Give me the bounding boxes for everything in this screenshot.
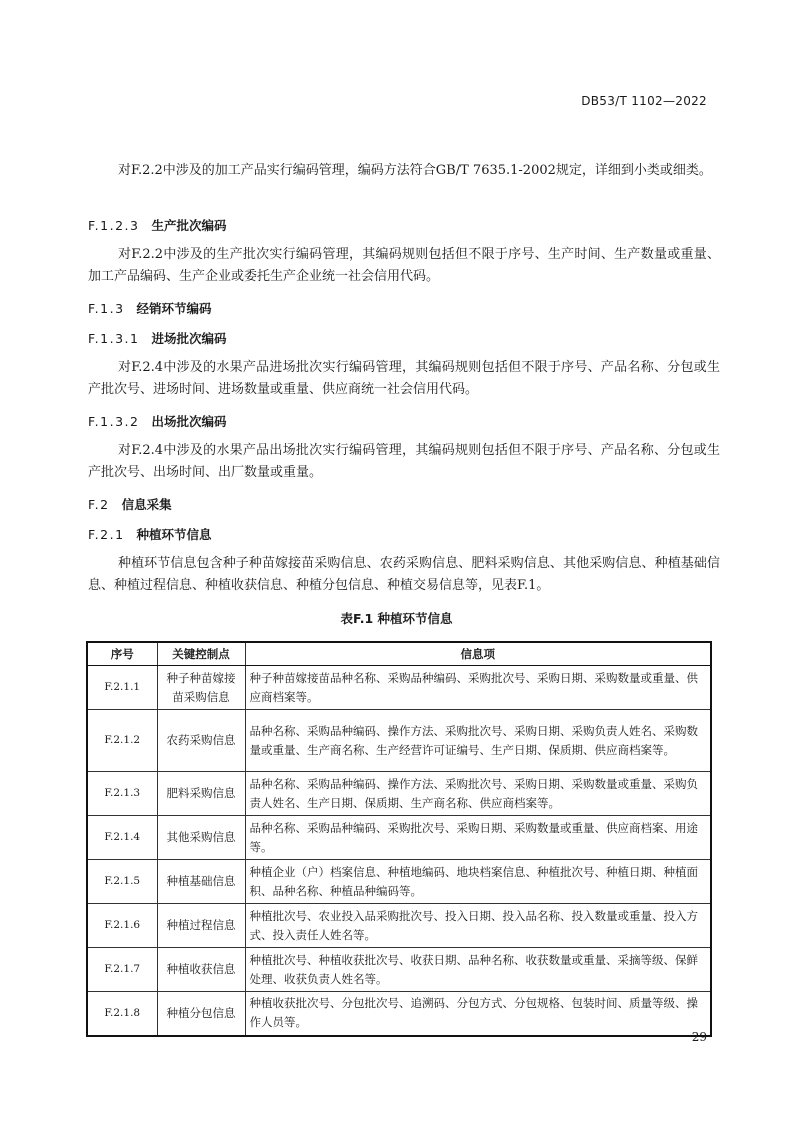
- cell-info-items: 种子种苗嫁接苗品种名称、采购品种编码、采购批次号、采购日期、采购数量或重量、供应商档案等。: [245, 666, 711, 710]
- doc-code: DB53/T 1102—2022: [581, 94, 707, 108]
- paragraph-product-coding: 对F.2.2中涉及的加工产品实行编码管理，编码方法符合GB/T 7635.1-2002规定，详细到小类或细类。: [118, 163, 712, 178]
- heading-title: 进场批次编码: [151, 331, 227, 346]
- heading-number: F.2.1: [88, 527, 125, 542]
- cell-info-items: 品种名称、采购品种编码、操作方法、采购批次号、采购日期、采购数量或重量、采购负责人姓名、生产日期、保质期、生产商名称、供应商档案等。: [245, 772, 711, 816]
- table-row: [87, 948, 711, 992]
- cell-info-items: 品种名称、采购品种编码、采购批次号、采购日期、采购数量或重量、供应商档案、用途等。: [245, 816, 711, 860]
- heading-title: 信息采集: [121, 497, 172, 512]
- heading-number: F.1.2.3: [88, 218, 140, 233]
- cell-info-items: 品种名称、采购品种编码、操作方法、采购批次号、采购日期、采购负责人姓名、采购数量或重量、生产商名称、生产经营许可证编号、生产日期、保质期、供应商档案等。: [245, 710, 711, 772]
- paragraph-outbound-coding: 对F.2.4中涉及的水果产品出场批次实行编码管理，其编码规则包括但不限于序号、产品名称、分包或生产批次号、出场时间、出厂数量或重量。: [88, 443, 720, 480]
- heading-f13: [88, 301, 212, 317]
- table-row: [87, 772, 711, 816]
- cell-no: F.2.1.2: [87, 710, 157, 772]
- heading-title: 种植环节信息: [136, 527, 212, 542]
- cell-control-point: 种植过程信息: [157, 904, 245, 948]
- cell-no: F.2.1.5: [87, 860, 157, 904]
- cell-control-point: 其他采购信息: [157, 816, 245, 860]
- column-header-control-point: 关键控制点: [157, 642, 245, 666]
- page-number: 29: [691, 1030, 707, 1044]
- heading-title: 出场批次编码: [151, 414, 227, 429]
- heading-number: F.1.3: [88, 301, 125, 316]
- heading-f132: [88, 414, 226, 430]
- table-header-row: [87, 642, 711, 666]
- cell-no: F.2.1.4: [87, 816, 157, 860]
- paragraph-batch-coding: 对F.2.2中涉及的生产批次实行编码管理，其编码规则包括但不限于序号、生产时间、生产数量或重量、加工产品编码、生产企业或委托生产企业统一社会信用代码。: [88, 247, 720, 284]
- heading-f2: [88, 497, 172, 513]
- cell-control-point: 种植收获信息: [157, 948, 245, 992]
- cell-info-items: 种植收获批次号、分包批次号、追溯码、分包方式、分包规格、包装时间、质量等级、操作人员等。: [245, 992, 711, 1036]
- paragraph-planting-info: 种植环节信息包含种子种苗嫁接苗采购信息、农药采购信息、肥料采购信息、其他采购信息、种植基础信息、种植过程信息、种植收获信息、种植分包信息、种植交易信息等，见表F.1。: [88, 556, 720, 593]
- cell-no: F.2.1.8: [87, 992, 157, 1036]
- cell-info-items: 种植批次号、种植收获批次号、收获日期、品种名称、收获数量或重量、采摘等级、保鲜处理、收获负责人姓名等。: [245, 948, 711, 992]
- cell-control-point: 肥料采购信息: [157, 772, 245, 816]
- cell-info-items: 种植企业（户）档案信息、种植地编码、地块档案信息、种植批次号、种植日期、种植面积、品种名称、种植品种编码等。: [245, 860, 711, 904]
- cell-no: F.2.1.3: [87, 772, 157, 816]
- table-row: [87, 666, 711, 710]
- cell-no: F.2.1.6: [87, 904, 157, 948]
- table-row: [87, 816, 711, 860]
- table-title: 表F.1 种植环节信息: [340, 611, 453, 626]
- column-header-no: 序号: [87, 642, 157, 666]
- cell-control-point: 种植分包信息: [157, 992, 245, 1036]
- planting-info-table: [86, 641, 712, 1037]
- cell-control-point: 种植基础信息: [157, 860, 245, 904]
- heading-f131: [88, 331, 226, 347]
- cell-info-items: 种植批次号、农业投入品采购批次号、投入日期、投入品名称、投入数量或重量、投入方式、投入责任人姓名等。: [245, 904, 711, 948]
- cell-no: F.2.1.1: [87, 666, 157, 710]
- heading-f21: [88, 527, 212, 543]
- heading-number: F.1.3.1: [88, 331, 140, 346]
- heading-f123: [88, 218, 226, 234]
- table-row: [87, 710, 711, 772]
- cell-control-point: 农药采购信息: [157, 710, 245, 772]
- heading-title: 经销环节编码: [136, 301, 212, 316]
- table-row: [87, 904, 711, 948]
- heading-title: 生产批次编码: [151, 218, 227, 233]
- cell-no: F.2.1.7: [87, 948, 157, 992]
- column-header-info-items: 信息项: [245, 642, 711, 666]
- cell-control-point: 种子种苗嫁接苗采购信息: [157, 666, 245, 710]
- heading-number: F.1.3.2: [88, 414, 140, 429]
- heading-number: F.2: [88, 497, 110, 512]
- table-row: [87, 860, 711, 904]
- table-row: [87, 992, 711, 1036]
- paragraph-inbound-coding: 对F.2.4中涉及的水果产品进场批次实行编码管理，其编码规则包括但不限于序号、产品名称、分包或生产批次号、进场时间、进场数量或重量、供应商统一社会信用代码。: [88, 360, 720, 397]
